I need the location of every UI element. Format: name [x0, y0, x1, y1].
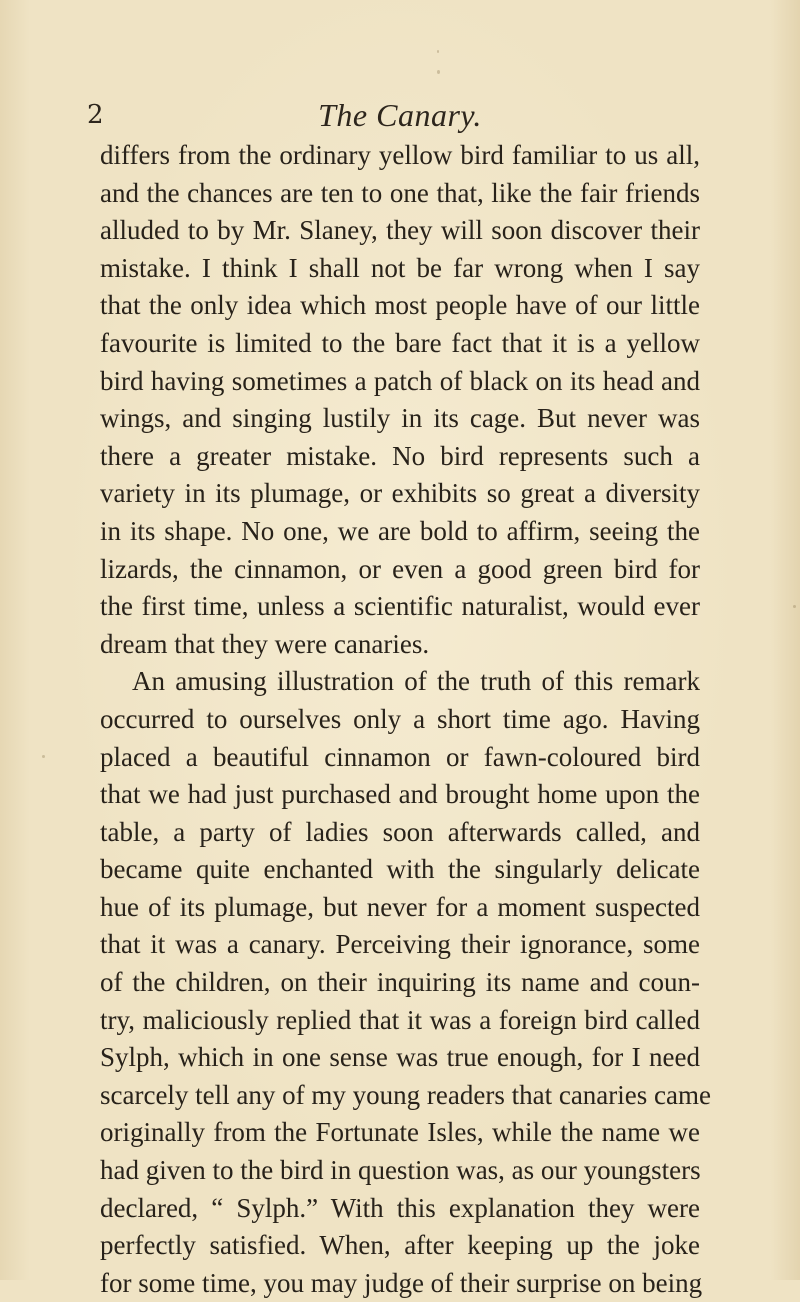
text-line: that the only idea which most people have of our little: [100, 290, 700, 321]
text-line: bird having sometimes a patch of black on its head and: [100, 365, 701, 396]
text-line: and the chances are ten to one that, like the fair friends: [100, 177, 700, 208]
running-title: The Canary.: [318, 97, 482, 133]
text-line: declared, “ Sylph.” With this explanation they were: [100, 1192, 701, 1223]
text-line: Sylph, which in one sense was true enough, for I need: [100, 1042, 700, 1073]
page-number: 2: [87, 100, 104, 130]
text-line: dream that they were canaries.: [100, 628, 430, 659]
text-line: alluded to by Mr. Slaney, they will soon discover their: [100, 215, 700, 246]
text-line: became quite enchanted with the singularly delicate: [100, 854, 701, 885]
text-line: had given to the bird in question was, as our youngsters: [100, 1155, 701, 1186]
text-line: variety in its plumage, or exhibits so great a diversity: [100, 478, 701, 509]
text-line: differs from the ordinary yellow bird familiar to us all,: [100, 140, 701, 170]
text-line: placed a beautiful cinnamon or fawn-coloured bird: [100, 741, 701, 772]
paper-speck: [42, 755, 45, 758]
body-text: [100, 137, 800, 1302]
paper-speck: [437, 70, 440, 74]
running-head: [0, 95, 800, 135]
text-line: favourite is limited to the bare fact that it is a yellow: [100, 327, 700, 358]
text-line: mistake. I think I shall not be far wrong when I say: [100, 252, 701, 283]
text-line: that we had just purchased and brought home upon the: [100, 779, 701, 810]
text-line: lizards, the cinnamon, or even a good green bird for: [100, 553, 701, 584]
text-line: hue of its plumage, but never for a moment suspected: [100, 891, 700, 922]
paper-speck: [437, 50, 439, 53]
text-line: occurred to ourselves only a short time ago. Having: [100, 703, 700, 734]
text-line: wings, and singing lustily in its cage. But never was: [100, 403, 701, 434]
text-line: the first time, unless a scientific naturalist, would ever: [100, 591, 700, 622]
text-line: scarcely tell any of my young readers that canaries came: [100, 1079, 711, 1110]
text-line: that it was a canary. Perceiving their ignorance, some: [100, 929, 701, 960]
text-line: in its shape. No one, we are bold to affirm, seeing the: [100, 515, 700, 546]
text-line: for some time, you may judge of their surprise on being: [100, 1267, 703, 1298]
text-line: originally from the Fortunate Isles, while the name we: [100, 1117, 700, 1148]
text-line: table, a party of ladies soon afterwards called, and: [100, 816, 700, 847]
text-line: there a greater mistake. No bird represents such a: [100, 440, 700, 471]
text-line: try, maliciously replied that it was a foreign bird called: [100, 1004, 700, 1035]
text-line: perfectly satisfied. When, after keeping up the joke: [100, 1230, 700, 1261]
text-line: of the children, on their inquiring its name and coun-: [100, 967, 700, 998]
paragraph-first-line: An amusing illustration of the truth of this remark: [132, 666, 700, 697]
